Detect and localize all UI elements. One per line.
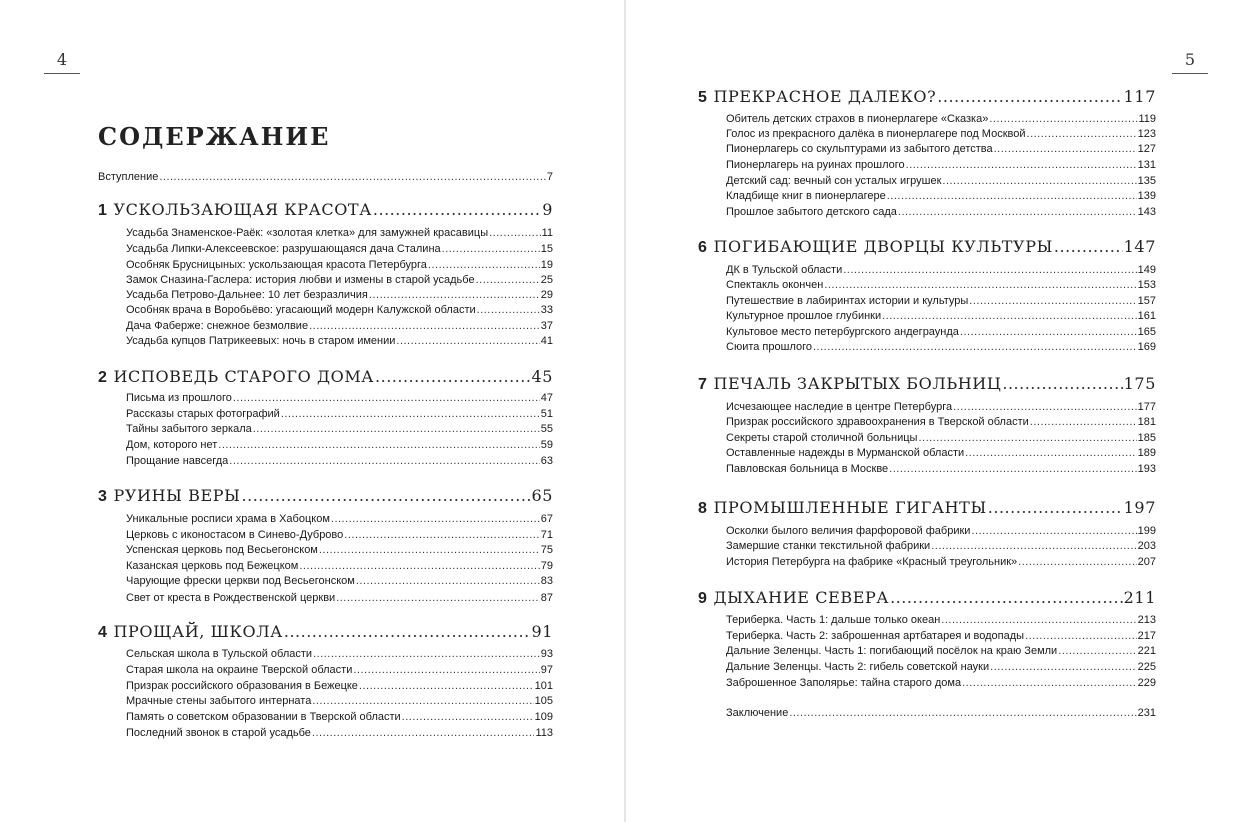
dot-leader	[344, 528, 539, 543]
chapter-page: 147	[1123, 237, 1156, 256]
dot-leader	[281, 407, 540, 422]
toc-entry-title: Призрак российского здравоохранения в Тверской области	[726, 416, 1029, 428]
dot-leader	[369, 288, 540, 303]
dot-leader	[965, 446, 1137, 461]
toc-entry[interactable]	[726, 613, 1156, 628]
dot-leader	[402, 710, 534, 725]
toc-entry-page: 193	[1137, 463, 1156, 475]
toc-entry-page: 87	[540, 592, 553, 604]
toc-entry-title: Дача Фаберже: снежное безмолвие	[126, 320, 309, 332]
dot-leader	[789, 706, 1136, 721]
toc-entry[interactable]	[726, 189, 1156, 204]
toc-entry[interactable]	[726, 644, 1156, 659]
toc-entry-page: 189	[1137, 447, 1156, 459]
chapter-page: 91	[531, 622, 553, 641]
page-number: 4	[44, 50, 80, 74]
dot-leader	[918, 431, 1136, 446]
dot-leader	[336, 591, 540, 606]
toc-entry[interactable]	[126, 438, 553, 453]
toc-entry[interactable]	[126, 591, 553, 606]
toc-entry-title: Секреты старой столичной больницы	[726, 432, 918, 444]
toc-entry[interactable]	[726, 539, 1156, 554]
chapter-page: 45	[531, 367, 553, 386]
toc-entry-title: Дом, которого нет	[126, 439, 218, 451]
toc-entry-title: Уникальные росписи храма в Хабоцком	[126, 513, 330, 525]
chapter-page: 65	[531, 486, 553, 505]
toc-entry-page: 161	[1137, 310, 1156, 322]
toc-entry[interactable]	[126, 528, 553, 543]
dot-leader	[489, 226, 540, 241]
toc-entry-title: Вступление	[98, 171, 159, 183]
dot-leader	[989, 112, 1137, 127]
toc-entry-page: 51	[540, 408, 553, 420]
toc-entry[interactable]	[126, 694, 553, 709]
dot-leader	[477, 303, 540, 318]
dot-leader	[159, 170, 546, 185]
toc-entry[interactable]	[126, 663, 553, 678]
toc-entry-title: Павловская больница в Москве	[726, 463, 889, 475]
chapter-title: УСКОЛЬЗАЮЩАЯ КРАСОТА	[113, 200, 372, 219]
dot-leader	[375, 366, 530, 388]
toc-entry[interactable]	[126, 242, 553, 257]
toc-entry[interactable]	[726, 325, 1156, 340]
toc-entry-title: Церковь с иконостасом в Синево-Дуброво	[126, 529, 344, 541]
toc-entry-title: Усадьба купцов Патрикеевых: ночь в старом имении	[126, 335, 396, 347]
toc-entry-page: 229	[1137, 677, 1156, 689]
dot-leader	[331, 512, 540, 527]
toc-entry-page: 213	[1137, 614, 1156, 626]
chapter-number: 5	[698, 89, 708, 106]
dot-leader	[942, 174, 1136, 189]
toc-entry-page: 127	[1137, 143, 1156, 155]
toc-entry-title: Дальние Зеленцы. Часть 2: гибель советской науки	[726, 661, 990, 673]
dot-leader	[882, 309, 1137, 324]
chapter-number: 4	[98, 624, 108, 641]
dot-leader	[962, 676, 1137, 691]
toc-entry-title: Заброшенное Заполярье: тайна старого дома	[726, 677, 962, 689]
dot-leader	[994, 142, 1137, 157]
toc-entry[interactable]	[126, 574, 553, 589]
toc-entry-page: 25	[540, 274, 553, 286]
toc-entry-page: 19	[540, 259, 553, 271]
dot-leader	[253, 422, 540, 437]
toc-entry-page: 101	[534, 680, 553, 692]
toc-entry-page: 203	[1137, 540, 1156, 552]
toc-entry-title: Сюита прошлого	[726, 341, 812, 353]
chapter-heading[interactable]	[98, 366, 553, 388]
toc-entry[interactable]	[726, 174, 1156, 189]
toc-entry[interactable]	[726, 660, 1156, 675]
toc-entry-title: Путешествие в лабиринтах истории и культуры	[726, 295, 969, 307]
dot-leader	[1002, 373, 1122, 395]
chapter-title: ПРОМЫШЛЕННЫЕ ГИГАНТЫ	[713, 498, 987, 517]
toc-entry-page: 157	[1137, 295, 1156, 307]
toc-entry[interactable]	[726, 340, 1156, 355]
toc-entry-page: 231	[1137, 707, 1156, 719]
toc-entry-page: 217	[1137, 630, 1156, 642]
toc-entry[interactable]	[726, 263, 1156, 278]
dot-leader	[937, 86, 1122, 108]
chapter-heading[interactable]	[698, 587, 1156, 609]
dot-leader	[1054, 236, 1123, 258]
dot-leader	[824, 278, 1136, 293]
toc-entry[interactable]	[726, 400, 1156, 415]
toc-entry-title: Призрак российского образования в Бежецке	[126, 680, 358, 692]
toc-entry[interactable]	[726, 127, 1156, 142]
chapter-heading[interactable]	[98, 621, 553, 643]
chapter-page: 197	[1123, 498, 1156, 517]
toc-entry[interactable]	[726, 112, 1156, 127]
chapter-number: 9	[698, 590, 708, 607]
toc-entry[interactable]	[726, 278, 1156, 293]
toc-entry-page: 199	[1137, 525, 1156, 537]
chapter-title: ПОГИБАЮЩИЕ ДВОРЦЫ КУЛЬТУРЫ	[713, 237, 1053, 256]
toc-entry-page: 131	[1137, 159, 1156, 171]
toc-entry[interactable]	[126, 726, 553, 741]
toc-entry-title: Тайны забытого зеркала	[126, 423, 252, 435]
toc-entry-page: 71	[540, 529, 553, 541]
dot-leader	[229, 454, 539, 469]
dot-leader	[843, 263, 1136, 278]
toc-entry-page: 37	[540, 320, 553, 332]
dot-leader	[971, 524, 1136, 539]
toc-entry-title: Кладбище книг в пионерлагере	[726, 190, 886, 202]
chapter-title: ПРОЩАЙ, ШКОЛА	[113, 622, 283, 641]
toc-entry-title: Прощание навсегда	[126, 455, 229, 467]
dot-leader	[242, 485, 531, 507]
dot-leader	[887, 189, 1137, 204]
toc-intro[interactable]	[98, 170, 553, 185]
chapter-page: 211	[1123, 588, 1156, 607]
toc-entry-page: 63	[540, 455, 553, 467]
chapter-heading[interactable]	[698, 236, 1156, 258]
dot-leader	[284, 621, 531, 643]
toc-entry-page: 83	[540, 575, 553, 587]
toc-entry-page: 67	[540, 513, 553, 525]
toc-entry-title: Дальние Зеленцы. Часть 1: погибающий посёлок на краю Земли	[726, 645, 1058, 657]
toc-entry-page: 47	[540, 392, 553, 404]
toc-entry[interactable]	[126, 288, 553, 303]
toc-entry-title: Казанская церковь под Бежецком	[126, 560, 299, 572]
dot-leader	[889, 462, 1136, 477]
left-page	[0, 0, 624, 822]
chapter-title: РУИНЫ ВЕРЫ	[113, 486, 241, 505]
toc-entry-title: Спектакль окончен	[726, 279, 824, 291]
toc-entry-page: 165	[1137, 326, 1156, 338]
toc-entry-title: Усадьба Знаменское-Раёк: «золотая клетка» для замужней красавицы	[126, 227, 489, 239]
toc-entry-page: 139	[1137, 190, 1156, 202]
toc-entry[interactable]	[726, 415, 1156, 430]
chapter-number: 2	[98, 369, 108, 386]
chapter-title: ИСПОВЕДЬ СТАРОГО ДОМА	[113, 367, 375, 386]
toc-title: СОДЕРЖАНИЕ	[98, 122, 331, 151]
toc-entry-title: Память о советском образовании в Тверской области	[126, 711, 401, 723]
toc-entry-title: Замершие станки текстильной фабрики	[726, 540, 931, 552]
toc-entry-title: Усадьба Петрово-Дальнее: 10 лет безразличия	[126, 289, 368, 301]
dot-leader	[1058, 644, 1136, 659]
toc-entry[interactable]	[726, 431, 1156, 446]
chapter-title: ПЕЧАЛЬ ЗАКРЫТЫХ БОЛЬНИЦ	[713, 374, 1002, 393]
toc-entry[interactable]	[126, 303, 553, 318]
toc-entry[interactable]	[726, 524, 1156, 539]
chapter-heading[interactable]	[98, 199, 553, 221]
chapter-heading[interactable]	[698, 86, 1156, 108]
toc-entry-page: 7	[546, 171, 553, 183]
dot-leader	[890, 587, 1123, 609]
toc-entry-title: Сельская школа в Тульской области	[126, 648, 313, 660]
toc-entry[interactable]	[126, 647, 553, 662]
toc-entry-title: Голос из прекрасного далёка в пионерлагере под Москвой	[726, 128, 1026, 140]
toc-entry-title: Старая школа на окраине Тверской области	[126, 664, 353, 676]
toc-entry-page: 11	[541, 227, 553, 239]
toc-entry[interactable]	[726, 462, 1156, 477]
dot-leader	[313, 647, 540, 662]
toc-entry-title: Заключение	[726, 707, 789, 719]
toc-entry-page: 181	[1137, 416, 1156, 428]
dot-leader	[396, 334, 539, 349]
dot-leader	[1025, 629, 1137, 644]
toc-entry-title: Мрачные стены забытого интерната	[126, 695, 312, 707]
toc-entry-page: 109	[534, 711, 553, 723]
dot-leader	[356, 574, 540, 589]
dot-leader	[898, 205, 1137, 220]
toc-entry[interactable]	[126, 543, 553, 558]
toc-entry[interactable]	[726, 629, 1156, 644]
toc-entry-page: 119	[1138, 113, 1156, 125]
toc-entry-page: 29	[540, 289, 553, 301]
toc-entry-title: Обитель детских страхов в пионерлагере «Сказка»	[726, 113, 989, 125]
dot-leader	[960, 325, 1137, 340]
chapter-heading[interactable]	[698, 497, 1156, 519]
toc-entry[interactable]	[126, 258, 553, 273]
toc-entry-title: Осколки былого величия фарфоровой фабрики	[726, 525, 971, 537]
toc-entry-title: Рассказы старых фотографий	[126, 408, 280, 420]
toc-entry-title: Успенская церковь под Весьегонском	[126, 544, 318, 556]
chapter-page: 175	[1123, 374, 1156, 393]
toc-entry-page: 79	[540, 560, 553, 572]
dot-leader	[813, 340, 1137, 355]
toc-entry[interactable]	[126, 407, 553, 422]
dot-leader	[1030, 415, 1137, 430]
toc-entry-title: Замок Сназина-Гаслера: история любви и измены в старой усадьбе	[126, 274, 475, 286]
dot-leader	[353, 663, 539, 678]
toc-entry[interactable]	[126, 710, 553, 725]
toc-entry-page: 225	[1137, 661, 1156, 673]
dot-leader	[988, 497, 1123, 519]
toc-entry[interactable]	[126, 226, 553, 241]
dot-leader	[309, 319, 540, 334]
chapter-title: ПРЕКРАСНОЕ ДАЛЕКО?	[713, 87, 937, 106]
dot-leader	[906, 158, 1137, 173]
toc-entry-title: Прошлое забытого детского сада	[726, 206, 897, 218]
chapter-number: 1	[98, 202, 108, 219]
toc-entry[interactable]	[726, 309, 1156, 324]
dot-leader	[428, 258, 540, 273]
chapter-page: 9	[542, 200, 553, 219]
chapter-number: 7	[698, 376, 708, 393]
toc-entry-title: ДК в Тульской области	[726, 264, 843, 276]
dot-leader	[373, 199, 541, 221]
toc-entry-title: Оставленные надежды в Мурманской области	[726, 447, 965, 459]
toc-conclusion[interactable]	[726, 706, 1156, 721]
dot-leader	[319, 543, 540, 558]
dot-leader	[990, 660, 1137, 675]
toc-entry[interactable]	[726, 294, 1156, 309]
dot-leader	[442, 242, 540, 257]
dot-leader	[953, 400, 1137, 415]
toc-entry-page: 15	[540, 243, 553, 255]
toc-entry[interactable]	[126, 319, 553, 334]
dot-leader	[299, 559, 539, 574]
dot-leader	[476, 273, 540, 288]
toc-entry-title: Пионерлагерь на руинах прошлого	[726, 159, 905, 171]
toc-entry-title: Особняк Брусницыных: ускользающая красота Петербурга	[126, 259, 427, 271]
toc-entry-title: Последний звонок в старой усадьбе	[126, 727, 311, 739]
toc-entry-page: 75	[540, 544, 553, 556]
toc-entry-title: Культовое место петербургского андеграунда	[726, 326, 959, 338]
toc-entry-title: История Петербурга на фабрике «Красный треугольник»	[726, 556, 1018, 568]
toc-entry[interactable]	[726, 142, 1156, 157]
toc-entry[interactable]	[726, 205, 1156, 220]
toc-entry[interactable]	[126, 512, 553, 527]
toc-entry-page: 123	[1137, 128, 1156, 140]
toc-entry-page: 153	[1137, 279, 1156, 291]
toc-entry-page: 93	[540, 648, 553, 660]
toc-entry[interactable]	[126, 391, 553, 406]
toc-entry-page: 207	[1137, 556, 1156, 568]
dot-leader	[312, 694, 533, 709]
dot-leader	[941, 613, 1136, 628]
toc-entry-page: 169	[1137, 341, 1156, 353]
toc-entry[interactable]	[726, 676, 1156, 691]
chapter-number: 8	[698, 500, 708, 517]
chapter-heading[interactable]	[98, 485, 553, 507]
toc-entry[interactable]	[726, 158, 1156, 173]
toc-entry[interactable]	[726, 446, 1156, 461]
dot-leader	[1027, 127, 1137, 142]
toc-entry-page: 55	[540, 423, 553, 435]
toc-entry-page: 149	[1137, 264, 1156, 276]
toc-entry[interactable]	[126, 679, 553, 694]
toc-entry-title: Детский сад: вечный сон усталых игрушек	[726, 175, 942, 187]
toc-entry-title: Свет от креста в Рождественской церкви	[126, 592, 336, 604]
toc-entry-title: Усадьба Липки-Алексеевское: разрушающаяся дача Сталина	[126, 243, 441, 255]
toc-entry[interactable]	[126, 273, 553, 288]
toc-entry-page: 185	[1137, 432, 1156, 444]
dot-leader	[312, 726, 535, 741]
toc-entry-title: Териберка. Часть 2: заброшенная артбатарея и водопады	[726, 630, 1025, 642]
toc-entry-page: 135	[1137, 175, 1156, 187]
toc-entry-title: Исчезающее наследие в центре Петербурга	[726, 401, 953, 413]
toc-entry[interactable]	[126, 334, 553, 349]
chapter-page: 117	[1123, 87, 1156, 106]
toc-entry[interactable]	[726, 555, 1156, 570]
toc-entry-title: Пионерлагерь со скульптурами из забытого детства	[726, 143, 993, 155]
right-page	[626, 0, 1250, 822]
dot-leader	[931, 539, 1136, 554]
toc-entry-page: 41	[540, 335, 553, 347]
dot-leader	[218, 438, 539, 453]
page-number: 5	[1172, 50, 1208, 74]
chapter-number: 6	[698, 239, 708, 256]
toc-entry[interactable]	[126, 422, 553, 437]
toc-entry-title: Культурное прошлое глубинки	[726, 310, 882, 322]
toc-entry-title: Чарующие фрески церкви под Весьегонском	[126, 575, 355, 587]
toc-entry-page: 177	[1137, 401, 1156, 413]
toc-entry-page: 33	[540, 304, 553, 316]
dot-leader	[359, 679, 534, 694]
toc-entry-page: 221	[1137, 645, 1156, 657]
chapter-heading[interactable]	[698, 373, 1156, 395]
toc-entry-title: Письма из прошлого	[126, 392, 232, 404]
toc-entry-title: Особняк врача в Воробьёво: угасающий модерн Калужской области	[126, 304, 476, 316]
dot-leader	[969, 294, 1136, 309]
toc-entry[interactable]	[126, 559, 553, 574]
toc-entry[interactable]	[126, 454, 553, 469]
toc-entry-page: 59	[540, 439, 553, 451]
toc-entry-page: 143	[1137, 206, 1156, 218]
dot-leader	[233, 391, 540, 406]
chapter-title: ДЫХАНИЕ СЕВЕРА	[713, 588, 890, 607]
toc-entry-page: 105	[534, 695, 553, 707]
toc-entry-page: 113	[535, 727, 553, 739]
chapter-number: 3	[98, 488, 108, 505]
toc-entry-page: 97	[540, 664, 553, 676]
dot-leader	[1018, 555, 1136, 570]
toc-entry-title: Териберка. Часть 1: дальше только океан	[726, 614, 941, 626]
